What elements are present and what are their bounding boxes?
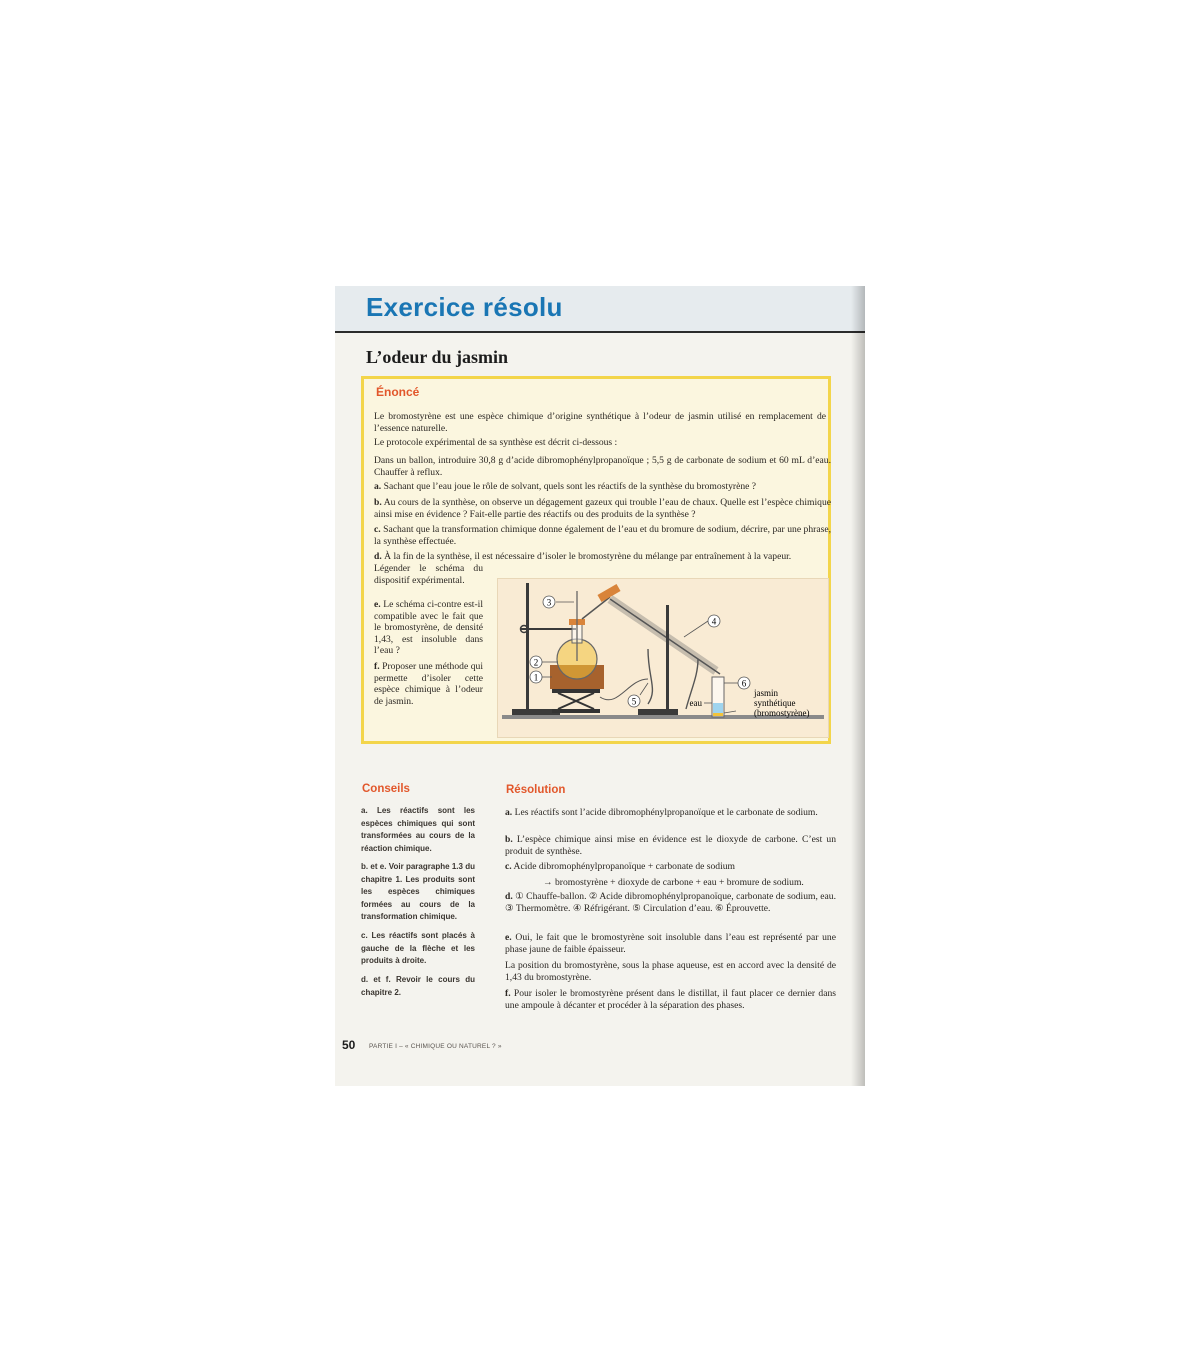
running-footer: PARTIE I – « CHIMIQUE OU NATUREL ? » bbox=[369, 1043, 502, 1050]
answer-text: La position du bromostyrène, sous la phase aqueuse, est en accord avec la densité de 1,43 du bromostyrène. bbox=[505, 960, 836, 983]
page-number: 50 bbox=[342, 1038, 356, 1052]
book-page bbox=[335, 286, 865, 1086]
question-text: Sachant que l’eau joue le rôle de solvant, quels sont les réactifs de la synthèse du bromostyrène ? bbox=[383, 481, 757, 492]
answer-a bbox=[505, 807, 836, 819]
tip-b-e: b. et e. Voir paragraphe 1.3 du chapitre 1. Les produits sont les espèces chimiques formées au cours de la transformation chimique. bbox=[361, 862, 475, 921]
leader-5 bbox=[640, 683, 648, 695]
leader-jasmin bbox=[724, 711, 736, 713]
answer-e bbox=[505, 932, 836, 955]
exercise-title: L’odeur du jasmin bbox=[366, 347, 509, 367]
condenser-tube bbox=[610, 599, 720, 674]
answer-text: Pour isoler le bromostyrène présent dans le distillat, il faut placer ce dernier dans une ampoule à décanter et procéder à la séparation des phases. bbox=[505, 988, 836, 1011]
callout-3-text: 3 bbox=[546, 597, 552, 608]
callout-2-text: 2 bbox=[533, 657, 539, 668]
question-b bbox=[374, 497, 831, 520]
protocol-paragraph bbox=[374, 455, 831, 478]
answer-letter: b. bbox=[505, 834, 513, 845]
label-jasmin-3: (bromostyrène) bbox=[754, 708, 810, 718]
question-letter: a. bbox=[374, 481, 382, 492]
callout-1-text: 1 bbox=[533, 672, 539, 683]
answer-text: Les réactifs sont l’acide dibromophénylpropanoïque et le carbonate de sodium. bbox=[514, 807, 818, 818]
label-jasmin-2: synthétique bbox=[754, 698, 796, 708]
question-text: Légender le schéma du dispositif expérimental. bbox=[374, 563, 483, 586]
header-rule bbox=[335, 331, 865, 333]
answer-letter: d. bbox=[505, 891, 513, 902]
bromostyrene-phase bbox=[713, 713, 723, 716]
section-title: Exercice résolu bbox=[366, 292, 563, 322]
answer-text: → bromostyrène + dioxyde de carbone + eau + bromure de sodium. bbox=[543, 877, 804, 888]
enonce-label: Énoncé bbox=[376, 385, 420, 399]
question-letter: e. bbox=[374, 599, 381, 610]
answer-letter: a. bbox=[505, 807, 513, 818]
right-stand-rod bbox=[666, 605, 669, 709]
intro-paragraph-2 bbox=[374, 437, 826, 449]
answer-letter: c. bbox=[505, 861, 512, 872]
question-text: Le schéma ci-contre est-il compatible avec le fait que le bromostyrène, de densité 1,43, est insoluble dans l’eau ? bbox=[374, 599, 483, 657]
tip-a: a. Les réactifs sont les espèces chimiques qui sont transformées au cours de la réaction chimique. bbox=[361, 806, 475, 853]
answer-letter: e. bbox=[505, 932, 512, 943]
jack-bottom bbox=[552, 709, 600, 713]
apparatus-diagram bbox=[497, 578, 829, 738]
callout-4-text: 4 bbox=[711, 616, 717, 627]
water-phase bbox=[713, 703, 723, 713]
enonce-box bbox=[361, 376, 831, 744]
answer-e-continued bbox=[505, 960, 836, 983]
binding-shadow bbox=[851, 286, 865, 1086]
jack-top bbox=[552, 689, 600, 693]
question-e bbox=[374, 599, 483, 657]
protocol-text: Dans un ballon, introduire 30,8 g d’acide dibromophénylpropanoïque ; 5,5 g de carbonate de sodium et 60 mL d’eau. Chauffer à reflux. bbox=[374, 455, 831, 478]
question-d bbox=[374, 551, 834, 563]
callout-6-text: 6 bbox=[741, 678, 747, 689]
intro-paragraph bbox=[374, 411, 826, 434]
section-header bbox=[335, 286, 865, 332]
power-cord bbox=[600, 679, 648, 700]
answer-text: Acide dibromophénylpropanoïque + carbonate de sodium bbox=[513, 861, 736, 872]
question-text: Au cours de la synthèse, on observe un dégagement gazeux qui trouble l’eau de chaux. Quelle est l’espèce chimique ainsi mise en évidence ? Fait-elle partie des réactifs ou des produits de la synthèse ? bbox=[374, 497, 831, 520]
still-head bbox=[582, 597, 610, 619]
resolution-label: Résolution bbox=[506, 784, 566, 796]
label-eau: eau bbox=[689, 698, 702, 708]
answer-c bbox=[505, 861, 836, 873]
answer-d bbox=[505, 891, 836, 914]
answer-f bbox=[505, 988, 836, 1011]
left-stand-rod bbox=[526, 583, 529, 710]
question-f bbox=[374, 661, 483, 707]
question-text: À la fin de la synthèse, il est nécessaire d’isoler le bromostyrène du mélange par entraînement à la vapeur. bbox=[384, 551, 792, 562]
question-letter: f. bbox=[374, 661, 380, 672]
answer-b bbox=[505, 834, 836, 857]
answer-text: ① Chauffe-ballon. ② Acide dibromophénylpropanoïque, carbonate de sodium, eau. ③ Thermomètre. ④ Réfrigérant. ⑤ Circulation d’eau. ⑥ Éprouvette. bbox=[505, 891, 836, 914]
intro-text-1: Le bromostyrène est une espèce chimique d’origine synthétique à l’odeur de jasmin utilisé en remplacement de l’essence naturelle. bbox=[374, 411, 826, 434]
answer-text: L’espèce chimique ainsi mise en évidence est le dioxyde de carbone. C’est un produit de synthèse. bbox=[505, 834, 837, 857]
question-letter: b. bbox=[374, 497, 382, 508]
question-letter: d. bbox=[374, 551, 382, 562]
question-text: Proposer une méthode qui permette d’isoler cette espèce chimique à l’odeur de jasmin. bbox=[374, 661, 483, 707]
tip-d-f: d. et f. Revoir le cours du chapitre 2. bbox=[361, 975, 475, 997]
leader-4 bbox=[684, 621, 708, 637]
answer-c-continued bbox=[543, 877, 836, 889]
callout-5-text: 5 bbox=[631, 696, 637, 707]
apparatus-svg bbox=[498, 579, 828, 737]
tip-c: c. Les réactifs sont placés à gauche de la flèche et les produits à droite. bbox=[361, 931, 475, 965]
water-hose-in bbox=[648, 649, 652, 704]
answer-text: Oui, le fait que le bromostyrène soit insoluble dans l’eau est représenté par une phase jaune de faible épaisseur. bbox=[505, 932, 836, 955]
question-letter: c. bbox=[374, 524, 381, 535]
question-d-legend bbox=[374, 563, 483, 586]
intro-text-2: Le protocole expérimental de sa synthèse est décrit ci-dessous : bbox=[374, 437, 618, 448]
question-c bbox=[374, 524, 831, 547]
question-text: Sachant que la transformation chimique donne également de l’eau et du bromure de sodium, décrire, par une phrase, la synthèse effectuée. bbox=[374, 524, 831, 547]
question-a bbox=[374, 481, 826, 493]
right-stand-base bbox=[638, 709, 678, 715]
conseils-label: Conseils bbox=[362, 783, 410, 795]
label-jasmin-1: jasmin bbox=[754, 688, 778, 698]
answer-letter: f. bbox=[505, 988, 511, 999]
